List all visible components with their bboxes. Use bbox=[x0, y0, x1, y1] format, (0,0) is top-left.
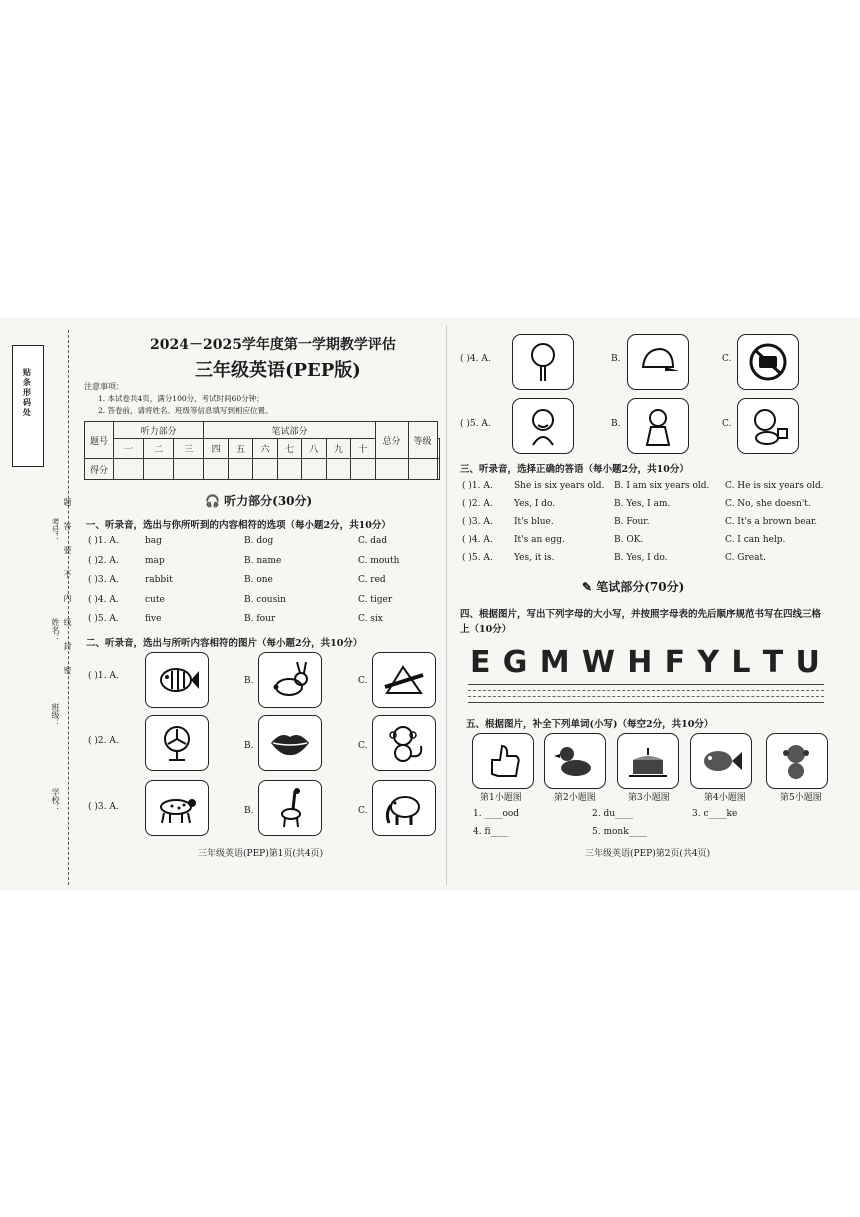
option-b: B. Yes, I am. bbox=[614, 499, 671, 509]
score-col: 五 bbox=[228, 439, 252, 459]
monkey2-icon bbox=[766, 733, 828, 789]
option-a: five bbox=[145, 614, 162, 624]
q-number: ( )3. A. bbox=[88, 575, 119, 585]
barcode-box bbox=[12, 345, 44, 467]
option-b: B. OK. bbox=[614, 535, 644, 545]
score-col: 八 bbox=[302, 439, 326, 459]
letter: E bbox=[470, 645, 491, 680]
sec2-heading: 二、听录音，选出与所听内容相符的图片（每小题2分，共10分） bbox=[86, 638, 363, 649]
letter: Y bbox=[697, 645, 720, 680]
seal-char: 不 bbox=[63, 570, 72, 578]
caption: 第5小题图 bbox=[780, 793, 822, 803]
q-number: ( )2. A. bbox=[88, 556, 119, 566]
field-exam-no: 考号： bbox=[51, 518, 60, 542]
option-a: map bbox=[145, 556, 165, 566]
cap-icon bbox=[627, 334, 689, 390]
letter: H bbox=[627, 645, 653, 680]
option-c: C. tiger bbox=[358, 595, 393, 605]
monkey-icon bbox=[372, 715, 436, 771]
option-c: C. six bbox=[358, 614, 383, 624]
q-number: ( )1. A. bbox=[88, 671, 119, 681]
option-c: C. He is six years old. bbox=[725, 481, 824, 491]
field-name: 姓名： bbox=[51, 618, 60, 642]
fan-icon bbox=[145, 715, 209, 771]
letter: F bbox=[664, 645, 686, 680]
letter: L bbox=[731, 645, 751, 680]
caption: 第2小题图 bbox=[554, 793, 596, 803]
q-number: ( )4. A. bbox=[462, 535, 493, 545]
page-fold bbox=[446, 325, 447, 885]
score-table bbox=[84, 421, 440, 480]
letters-row bbox=[470, 645, 820, 679]
q-number: ( )3. A. bbox=[462, 517, 493, 527]
caption: 第3小题图 bbox=[628, 793, 670, 803]
writing-line bbox=[468, 702, 824, 703]
field-class: 班级： bbox=[51, 703, 60, 727]
option-b: B. four bbox=[244, 614, 276, 624]
score-col: 三 bbox=[174, 439, 204, 459]
option-c: C. bbox=[722, 419, 732, 429]
letter: T bbox=[762, 645, 784, 680]
caption: 第4小题图 bbox=[704, 793, 746, 803]
writing-line bbox=[468, 696, 824, 697]
blank-4[interactable]: 4. fi____ bbox=[473, 827, 509, 837]
option-a: bag bbox=[145, 536, 162, 546]
sec5-heading: 五、根据图片，补全下列单词(小写)（每空2分，共10分） bbox=[466, 719, 714, 730]
q-number: ( )1. A. bbox=[462, 481, 493, 491]
option-b: B. bbox=[244, 741, 254, 751]
score-col: 四 bbox=[204, 439, 228, 459]
option-a: Yes, it is. bbox=[514, 553, 555, 563]
barcode-label: 贴条形码处 bbox=[22, 368, 33, 418]
score-col: 六 bbox=[253, 439, 277, 459]
score-writing: 笔试部分 bbox=[204, 422, 375, 439]
option-b: B. name bbox=[244, 556, 282, 566]
option-b: B. Four. bbox=[614, 517, 650, 527]
seal-char: 密 bbox=[63, 666, 72, 674]
option-a: cute bbox=[145, 595, 165, 605]
fish-icon bbox=[145, 652, 209, 708]
written-heading: ✎ 笔试部分(70分) bbox=[582, 580, 685, 594]
footer-page-1: 三年级英语(PEP)第1页(共4页) bbox=[198, 849, 324, 859]
blank-2[interactable]: 2. du____ bbox=[592, 809, 634, 819]
exam-title: 2024－2025学年度第一学期教学评估 bbox=[150, 337, 396, 353]
option-a: It's an egg. bbox=[514, 535, 565, 545]
exam-subtitle: 三年级英语(PEP版) bbox=[195, 360, 361, 381]
footer-page-2: 三年级英语(PEP)第2页(共4页) bbox=[585, 849, 711, 859]
option-c: C. No, she doesn't. bbox=[725, 499, 811, 509]
option-c: C. red bbox=[358, 575, 386, 585]
leopard-icon bbox=[145, 780, 209, 836]
score-col: 一 bbox=[114, 439, 144, 459]
q-number: ( )1. A. bbox=[88, 536, 119, 546]
grandma-icon bbox=[627, 398, 689, 454]
caption: 第1小题图 bbox=[480, 793, 522, 803]
elephant-icon bbox=[372, 780, 436, 836]
sec3-heading: 三、听录音，选择正确的答语（每小题2分，共10分） bbox=[460, 464, 689, 475]
option-c: C. It's a brown bear. bbox=[725, 517, 818, 527]
letter: G bbox=[502, 645, 528, 680]
q-number: ( )2. A. bbox=[462, 499, 493, 509]
rabbit-icon bbox=[258, 652, 322, 708]
lips-icon bbox=[258, 715, 322, 771]
seal-char: 线 bbox=[63, 618, 72, 626]
option-c: C. Great. bbox=[725, 553, 766, 563]
ruler-icon bbox=[372, 652, 436, 708]
option-b: B. I am six years old. bbox=[614, 481, 710, 491]
sec1-heading: 一、听录音，选出与你所听到的内容相符的选项（每小题2分，共10分） bbox=[86, 520, 391, 531]
headphones-icon: 🎧 bbox=[205, 494, 220, 508]
option-b: B. bbox=[611, 419, 621, 429]
q-number: ( )2. A. bbox=[88, 736, 119, 746]
option-b: B. dog bbox=[244, 536, 274, 546]
q-number: ( )5. A. bbox=[88, 614, 119, 624]
thumbs-up-icon bbox=[472, 733, 534, 789]
option-b: B. one bbox=[244, 575, 273, 585]
letter: W bbox=[581, 645, 615, 680]
listening-heading: 🎧 听力部分(30分) bbox=[205, 494, 313, 508]
option-b: B. bbox=[611, 354, 621, 364]
option-a: It's blue. bbox=[514, 517, 554, 527]
option-b: B. bbox=[244, 806, 254, 816]
option-c: C. bbox=[358, 741, 368, 751]
option-c: C. mouth bbox=[358, 556, 400, 566]
option-c: C. bbox=[358, 806, 368, 816]
option-c: C. bbox=[722, 354, 732, 364]
option-b: B. Yes, I do. bbox=[614, 553, 668, 563]
letter: M bbox=[539, 645, 570, 680]
option-a: Yes, I do. bbox=[514, 499, 556, 509]
blank-1[interactable]: 1. ____ood bbox=[473, 809, 520, 819]
score-col: 七 bbox=[277, 439, 301, 459]
cake-icon bbox=[617, 733, 679, 789]
letter: U bbox=[795, 645, 820, 680]
duck-icon bbox=[544, 733, 606, 789]
note-2: 2. 答卷前，请将姓名、班级等信息填写到相应位置。 bbox=[98, 406, 273, 415]
score-col: 九 bbox=[326, 439, 350, 459]
giraffe-icon bbox=[258, 780, 322, 836]
seal-line bbox=[68, 330, 69, 885]
option-c: C. bbox=[358, 676, 368, 686]
writing-line bbox=[468, 690, 824, 691]
no-photo-icon bbox=[737, 334, 799, 390]
grandpa-icon bbox=[512, 398, 574, 454]
score-grade: 等级 bbox=[408, 422, 437, 459]
score-row-label: 题号 bbox=[85, 422, 114, 459]
option-a: She is six years old. bbox=[514, 481, 605, 491]
blank-3[interactable]: 3. c____ke bbox=[692, 809, 738, 819]
seal-char: 内 bbox=[63, 594, 72, 602]
q-number: ( )5. A. bbox=[460, 419, 491, 429]
option-c: C. dad bbox=[358, 536, 388, 546]
option-b: B. cousin bbox=[244, 595, 286, 605]
pen-icon: ✎ bbox=[582, 580, 593, 594]
score-listening: 听力部分 bbox=[114, 422, 204, 439]
q-number: ( )4. A. bbox=[460, 354, 491, 364]
q-number: ( )3. A. bbox=[88, 802, 119, 812]
q-number: ( )4. A. bbox=[88, 595, 119, 605]
writing-line bbox=[468, 684, 824, 685]
field-school: 学校： bbox=[51, 788, 60, 812]
option-c: C. I can help. bbox=[725, 535, 786, 545]
tree-icon bbox=[512, 334, 574, 390]
seal-char: 题 bbox=[63, 498, 72, 506]
q-number: ( )5. A. bbox=[462, 553, 493, 563]
seal-char: 答 bbox=[63, 522, 72, 530]
score-col: 二 bbox=[144, 439, 174, 459]
seal-char: 要 bbox=[63, 546, 72, 554]
score-total: 总分 bbox=[375, 422, 408, 459]
seal-char: 封 bbox=[63, 642, 72, 650]
blank-5[interactable]: 5. monk____ bbox=[592, 827, 647, 837]
option-b: B. bbox=[244, 676, 254, 686]
option-a: rabbit bbox=[145, 575, 173, 585]
sec4-heading: 四、根据图片，写出下列字母的大小写，并按照字母表的先后顺序规范书写在四线三格上（10分） bbox=[460, 609, 822, 636]
fish2-icon bbox=[690, 733, 752, 789]
score-col: 十 bbox=[351, 439, 375, 459]
notes-title: 注意事项： bbox=[84, 382, 124, 391]
baby-icon bbox=[737, 398, 799, 454]
note-1: 1. 本试卷共4页，满分100分，考试时间60分钟； bbox=[98, 394, 264, 403]
score-label: 得分 bbox=[85, 459, 114, 480]
